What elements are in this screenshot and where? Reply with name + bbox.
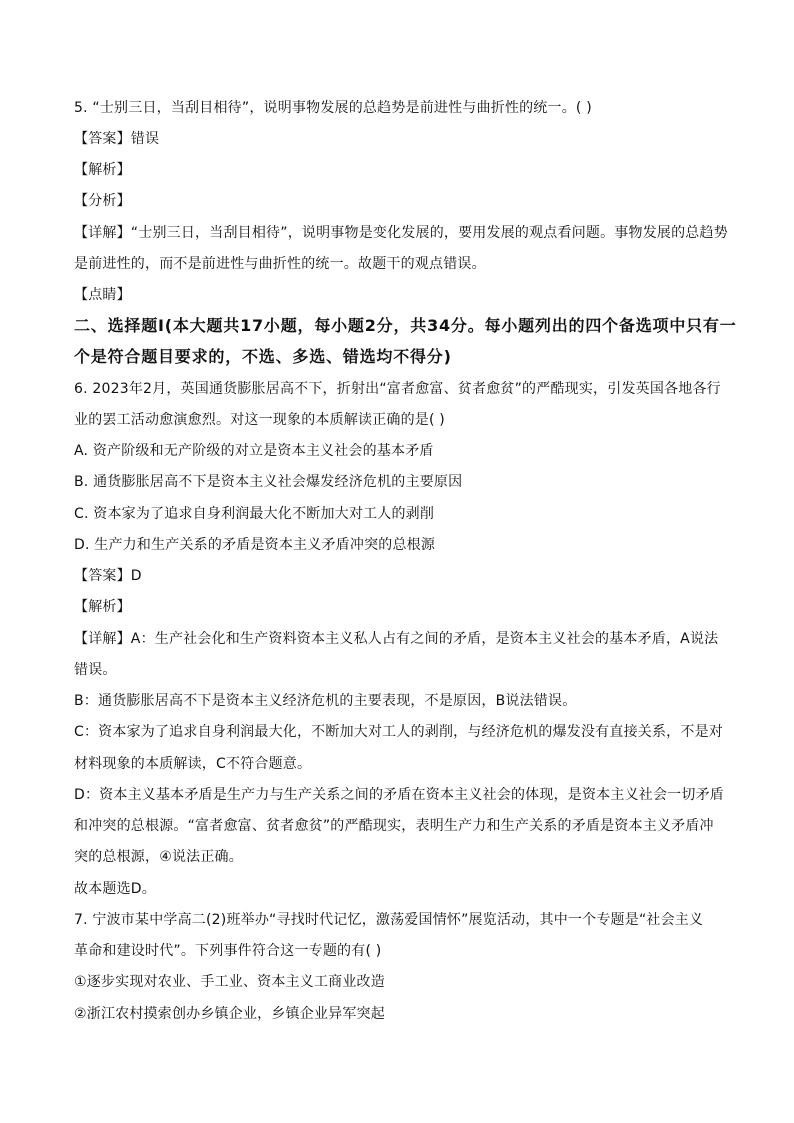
q5-answer: 【答案】错误 xyxy=(74,131,160,147)
question-7-stem-line2: 革命和建设时代”。下列事件符合这一专题的有( ) xyxy=(74,943,382,959)
question-6-stem-line1: 6. 2023年2月，英国通货膨胀居高不下，折射出“富者愈富、贫者愈贫”的严酷现实，引发英国各地各行 xyxy=(74,381,721,397)
q5-analysis-label: 【解析】 xyxy=(74,162,131,178)
q7-item-1: ①逐步实现对农业、手工业、资本主义工商业改造 xyxy=(74,974,385,990)
q5-fenxi-label: 【分析】 xyxy=(74,193,131,209)
q6-conclusion: 故本题选D。 xyxy=(74,881,156,897)
q5-dianjing-label: 【点睛】 xyxy=(74,287,131,303)
q6-option-c: C. 资本家为了追求自身利润最大化不断加大对工人的剥削 xyxy=(74,506,435,522)
q6-detail-c-line2: 材料现象的本质解读，C不符合题意。 xyxy=(74,756,312,772)
q6-detail-a-line1: 【详解】A：生产社会化和生产资料资本主义私人占有之间的矛盾，是资本主义社会的基本矛盾，A说法 xyxy=(74,631,719,647)
q6-detail-d-line2: 和冲突的总根源。“富者愈富、贫者愈贫”的严酷现实，表明生产力和生产关系的矛盾是资本主义矛盾冲 xyxy=(74,818,714,834)
q6-option-b: B. 通货膨胀居高不下是资本主义社会爆发经济危机的主要原因 xyxy=(74,474,463,490)
q6-option-a: A. 资产阶级和无产阶级的对立是资本主义社会的基本矛盾 xyxy=(74,443,434,459)
question-7-stem-line1: 7. 宁波市某中学高二(2)班举办“寻找时代记忆，激荡爱国情怀”展览活动，其中一个专题是“社会主义 xyxy=(74,912,704,928)
q6-detail-d-line3: 突的总根源，④说法正确。 xyxy=(74,849,243,865)
section-two-heading-line2: 个是符合题目要求的，不选、多选、错选均不得分) xyxy=(74,347,452,366)
q6-option-d: D. 生产力和生产关系的矛盾是资本主义矛盾冲突的总根源 xyxy=(74,537,436,553)
q5-detail-line2: 是前进性的，而不是前进性与曲折性的统一。故题干的观点错误。 xyxy=(74,256,486,272)
q6-detail-d-line1: D：资本主义基本矛盾是生产力与生产关系之间的矛盾在资本主义社会的体现，是资本主义社会一切矛盾 xyxy=(74,787,724,803)
q6-answer: 【答案】D xyxy=(74,568,142,584)
question-5-stem: 5. “士别三日，当刮目相待”，说明事物发展的总趋势是前进性与曲折性的统一。( ) xyxy=(74,100,592,116)
q6-detail-a-line2: 错误。 xyxy=(74,662,117,678)
q7-item-2: ②浙江农村摸索创办乡镇企业，乡镇企业异军突起 xyxy=(74,1006,385,1022)
q6-detail-b: B：通货膨胀居高不下是资本主义经济危机的主要表现，不是原因，B说法错误。 xyxy=(74,693,577,709)
q5-detail-line1: 【详解】“士别三日，当刮目相待”，说明事物是变化发展的，要用发展的观点看问题。事物发展的总趋势 xyxy=(74,225,728,241)
section-two-heading-line1: 二、选择题Ⅰ(本大题共17小题，每小题2分，共34分。每小题列出的四个备选项中只有一 xyxy=(74,316,737,335)
q6-detail-c-line1: C：资本家为了追求自身利润最大化，不断加大对工人的剥削，与经济危机的爆发没有直接关系，不是对 xyxy=(74,724,723,740)
question-6-stem-line2: 业的罢工活动愈演愈烈。对这一现象的本质解读正确的是( ) xyxy=(74,412,445,428)
q6-analysis-label: 【解析】 xyxy=(74,599,131,615)
